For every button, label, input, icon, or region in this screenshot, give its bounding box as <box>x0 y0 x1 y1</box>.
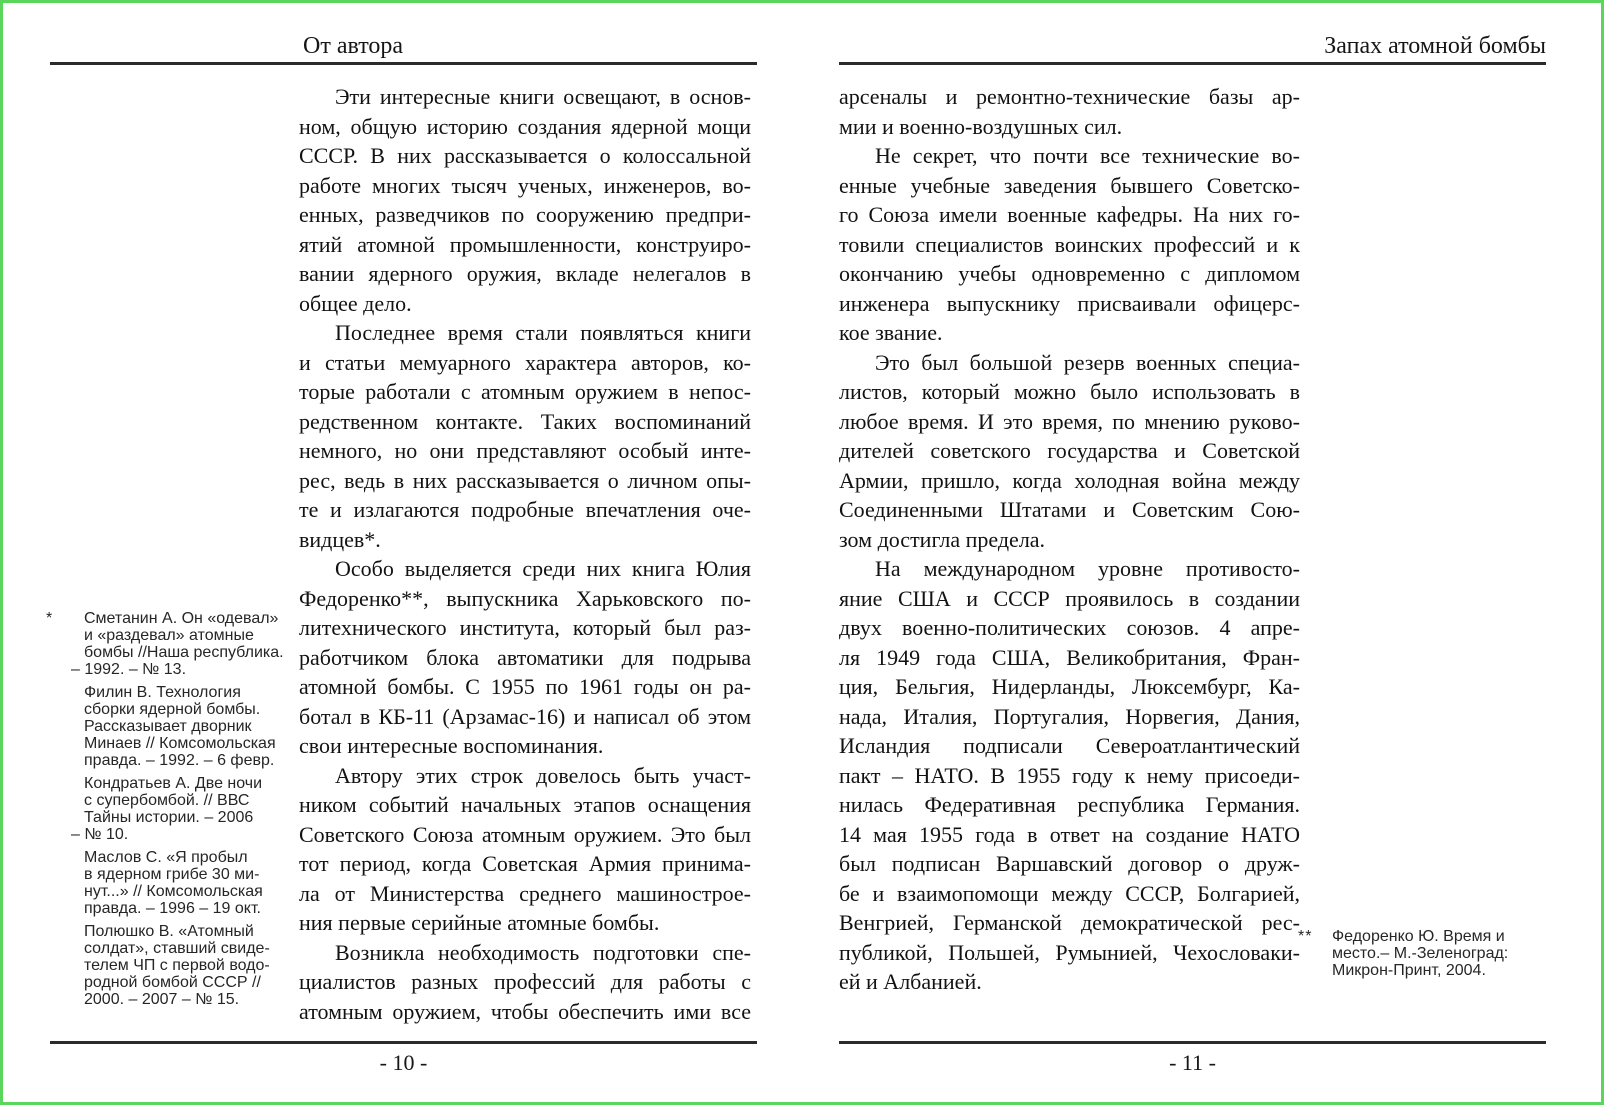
text-line: Соединенными Штатами и Советским Сою- <box>839 497 1300 522</box>
text-line: Федоренко**, выпускника Харьковского по- <box>299 585 751 611</box>
text-line: ботал в КБ-11 (Арзамас-16) и написал об этом <box>299 703 751 729</box>
footnote-marker <box>46 684 84 769</box>
footnote-line: телем ЧП с первой водо- <box>84 957 270 974</box>
text-line: редственном контакте. Таких воспоминаний <box>299 408 751 434</box>
text-line: Не секрет, что почти все технические во- <box>875 143 1300 168</box>
footnote-line: правда. – 1996 – 19 окт. <box>84 900 261 917</box>
paragraph <box>839 141 1300 348</box>
text-line: работе многих тысяч ученых, инженеров, во- <box>299 172 751 198</box>
text-line: любое время. И это время, по мнению руково- <box>839 408 1300 434</box>
footnote-marker <box>46 849 84 917</box>
page-number-right: - 11 - <box>1169 1050 1216 1075</box>
text-line: рес, ведь в них рассказывается о личном опы- <box>299 467 751 493</box>
text-line: публикой, Польшей, Румынией, Чехословаки- <box>839 939 1300 965</box>
footnote-text <box>84 684 296 769</box>
footnote-text <box>84 923 296 1008</box>
running-head-right: Запах атомной бомбы <box>1324 33 1546 59</box>
footnote-line: Полюшко В. «Атомный <box>84 923 254 940</box>
footnote-column-right <box>1298 928 1528 985</box>
footnote-text <box>84 849 296 917</box>
text-line: ником событий начальных этапов оснащения <box>299 792 751 817</box>
header-rule-right <box>839 62 1546 65</box>
footnote-line: – № 10. <box>71 826 129 843</box>
text-line: ятий атомной промышленности, конструиро- <box>299 231 751 257</box>
footnote-marker <box>46 923 84 1008</box>
text-line: енные учебные заведения бывшего Советско- <box>839 172 1300 198</box>
footnote-line: 2000. – 2007 – № 15. <box>84 991 240 1008</box>
running-head-left: От автора <box>303 33 404 59</box>
footer-rule-right <box>839 1041 1546 1044</box>
text-line: ля 1949 года США, Великобритания, Фран- <box>839 644 1300 670</box>
footnote-item <box>46 849 296 917</box>
text-line: кое звание. <box>839 320 943 345</box>
footnote-line: нут...» // Комсомольская <box>84 883 263 900</box>
body-text-left <box>299 82 751 1026</box>
text-line: был подписан Варшавский договор о друж- <box>839 851 1300 876</box>
footer-rule-left <box>50 1041 757 1044</box>
text-line: окончанию учебы одновременно с дипломом <box>839 261 1300 286</box>
paragraph <box>299 761 751 938</box>
footnote-column-left <box>46 610 296 1014</box>
footnote-marker: * <box>46 610 53 627</box>
text-line: Особо выделяется среди них книга Юлия <box>335 556 751 581</box>
text-line: тот период, когда Советская Армия принима- <box>299 851 751 876</box>
text-line: циалистов разных профессий для работы с <box>299 969 751 994</box>
text-line: атомной бомбы. С 1955 по 1961 годы он ра- <box>299 674 751 699</box>
text-line: ция, Бельгия, Нидерланды, Люксембург, Ка- <box>839 674 1300 699</box>
text-line: бе и взаимопомощи между СССР, Болгарией, <box>839 880 1300 906</box>
footnote-line: – 1992. – № 13. <box>71 661 187 678</box>
text-line: общее дело. <box>299 290 412 316</box>
footnote-line: и «раздевал» атомные <box>84 627 254 644</box>
paragraph <box>299 318 751 554</box>
paragraph <box>299 82 751 318</box>
text-line: Эти интересные книги освещают, в основ- <box>335 84 751 109</box>
text-line: Венгрией, Германской демократической рес- <box>839 910 1300 935</box>
text-line: немного, но они представляют особый инте- <box>299 438 751 463</box>
text-line: Советского Союза атомным оружием. Это был <box>299 821 751 847</box>
paragraph <box>839 554 1300 997</box>
footnote-line: правда. – 1992. – 6 февр. <box>84 752 275 769</box>
text-line: Это был большой резерв военных специа- <box>875 349 1300 375</box>
text-line: яние США и СССР проявилось в создании <box>839 585 1300 611</box>
text-line: инженера выпускнику присваивали офицерс- <box>839 290 1300 316</box>
paragraph <box>839 82 1300 141</box>
footnote-line: с супербомбой. // ВВС <box>84 792 250 809</box>
text-line: вании ядерного оружия, вкладе нелегалов в <box>299 261 751 286</box>
footnote-line: родной бомбой СССР // <box>84 974 261 991</box>
text-line: свои интересные воспоминания. <box>299 733 604 758</box>
text-line: Автору этих строк довелось быть участ- <box>335 762 751 788</box>
text-line: двух военно-политических союзов. 4 апре- <box>839 615 1300 640</box>
text-line: го Союза имели военные кафедры. На них го- <box>839 202 1300 227</box>
text-line: ей и Албанией. <box>839 969 982 994</box>
footnote-marker: ** <box>1298 928 1313 945</box>
footnote-line: Сметанин А. Он «одевал» <box>84 610 279 627</box>
footnote-line: Минаев // Комсомольская <box>84 735 276 752</box>
footnote-line: Федоренко Ю. Время и <box>1332 928 1505 945</box>
text-line: и статьи мемуарного характера авторов, ко- <box>299 349 751 375</box>
text-line: нилась Федеративная республика Германия. <box>839 792 1300 817</box>
footnote-line: Рассказывает дворник <box>84 718 252 735</box>
text-line: Исландия подписали Североатлантический <box>839 733 1300 758</box>
text-line: 14 мая 1955 года в ответ на создание НАТО <box>839 821 1300 847</box>
text-line: енных, разведчиков по сооружению предпри- <box>299 202 751 227</box>
text-line: литехнического института, который был раз- <box>299 615 751 640</box>
text-line: те и излагаются подробные впечатления оче- <box>299 497 751 522</box>
footnote-line: сборки ядерной бомбы. <box>84 701 261 718</box>
text-line: мии и военно-воздушных сил. <box>839 113 1123 139</box>
text-line: Возникла необходимость подготовки спе- <box>335 939 751 965</box>
footnote-line: Филин В. Технология <box>84 684 241 701</box>
header-rule-left <box>50 62 757 65</box>
paragraph <box>299 554 751 761</box>
text-line: товили специалистов воинских профессий и к <box>839 231 1300 257</box>
text-line: Армии, пришло, когда холодная война между <box>839 467 1300 493</box>
footnote-item <box>46 684 296 769</box>
footnote-line: Маслов С. «Я пробыл <box>84 849 248 866</box>
paragraph <box>299 938 751 1027</box>
footnote-item <box>46 923 296 1008</box>
text-line: СССР. В них рассказывается о колоссальной <box>299 143 751 168</box>
footnote-item <box>46 775 296 843</box>
text-line: Последнее время стали появляться книги <box>335 320 751 345</box>
text-line: работчиком блока автоматики для подрыва <box>299 644 751 670</box>
text-line: арсеналы и ремонтно-технические базы ар- <box>839 84 1300 109</box>
footnote-text <box>71 775 296 843</box>
footnote-text <box>71 610 296 678</box>
text-line: листов, который можно было использовать в <box>839 379 1300 404</box>
footnote-line: в ядерном грибе 30 ми- <box>84 866 260 883</box>
text-line: нада, Италия, Португалия, Норвегия, Дания, <box>839 703 1300 729</box>
footnote-line: Тайны истории. – 2006 <box>84 809 254 826</box>
text-line: торые работали с атомным оружием в непос- <box>299 379 751 404</box>
footnote-line: бомбы //Наша республика. <box>84 644 284 661</box>
footnote-line: Микрон-Принт, 2004. <box>1332 962 1486 979</box>
text-line: зом достигла предела. <box>839 526 1046 552</box>
text-line: На международном уровне противосто- <box>875 556 1300 581</box>
body-text-right <box>839 82 1300 997</box>
text-line: ния первые серийные атомные бомбы. <box>299 910 660 935</box>
text-line: ном, общую историю создания ядерной мощи <box>299 113 751 139</box>
text-line: атомным оружием, чтобы обеспечить ими все <box>299 998 751 1024</box>
footnote-line: Кондратьев А. Две ночи <box>84 775 263 792</box>
text-line: видцев*. <box>299 526 381 552</box>
footnote-item <box>1298 928 1528 979</box>
footnote-line: солдат», ставший свиде- <box>84 940 270 957</box>
footnote-line: место.– М.-Зеленоград: <box>1332 945 1509 962</box>
text-line: дителей советского государства и Советской <box>839 438 1300 463</box>
footnote-text <box>1332 928 1528 979</box>
paragraph <box>839 348 1300 555</box>
page-number-left: - 10 - <box>379 1050 428 1075</box>
text-line: пакт – НАТО. В 1955 году к нему присоеди- <box>839 762 1300 788</box>
text-line: ла от Министерства среднего машинострое- <box>299 880 751 906</box>
footnote-item <box>46 610 296 678</box>
